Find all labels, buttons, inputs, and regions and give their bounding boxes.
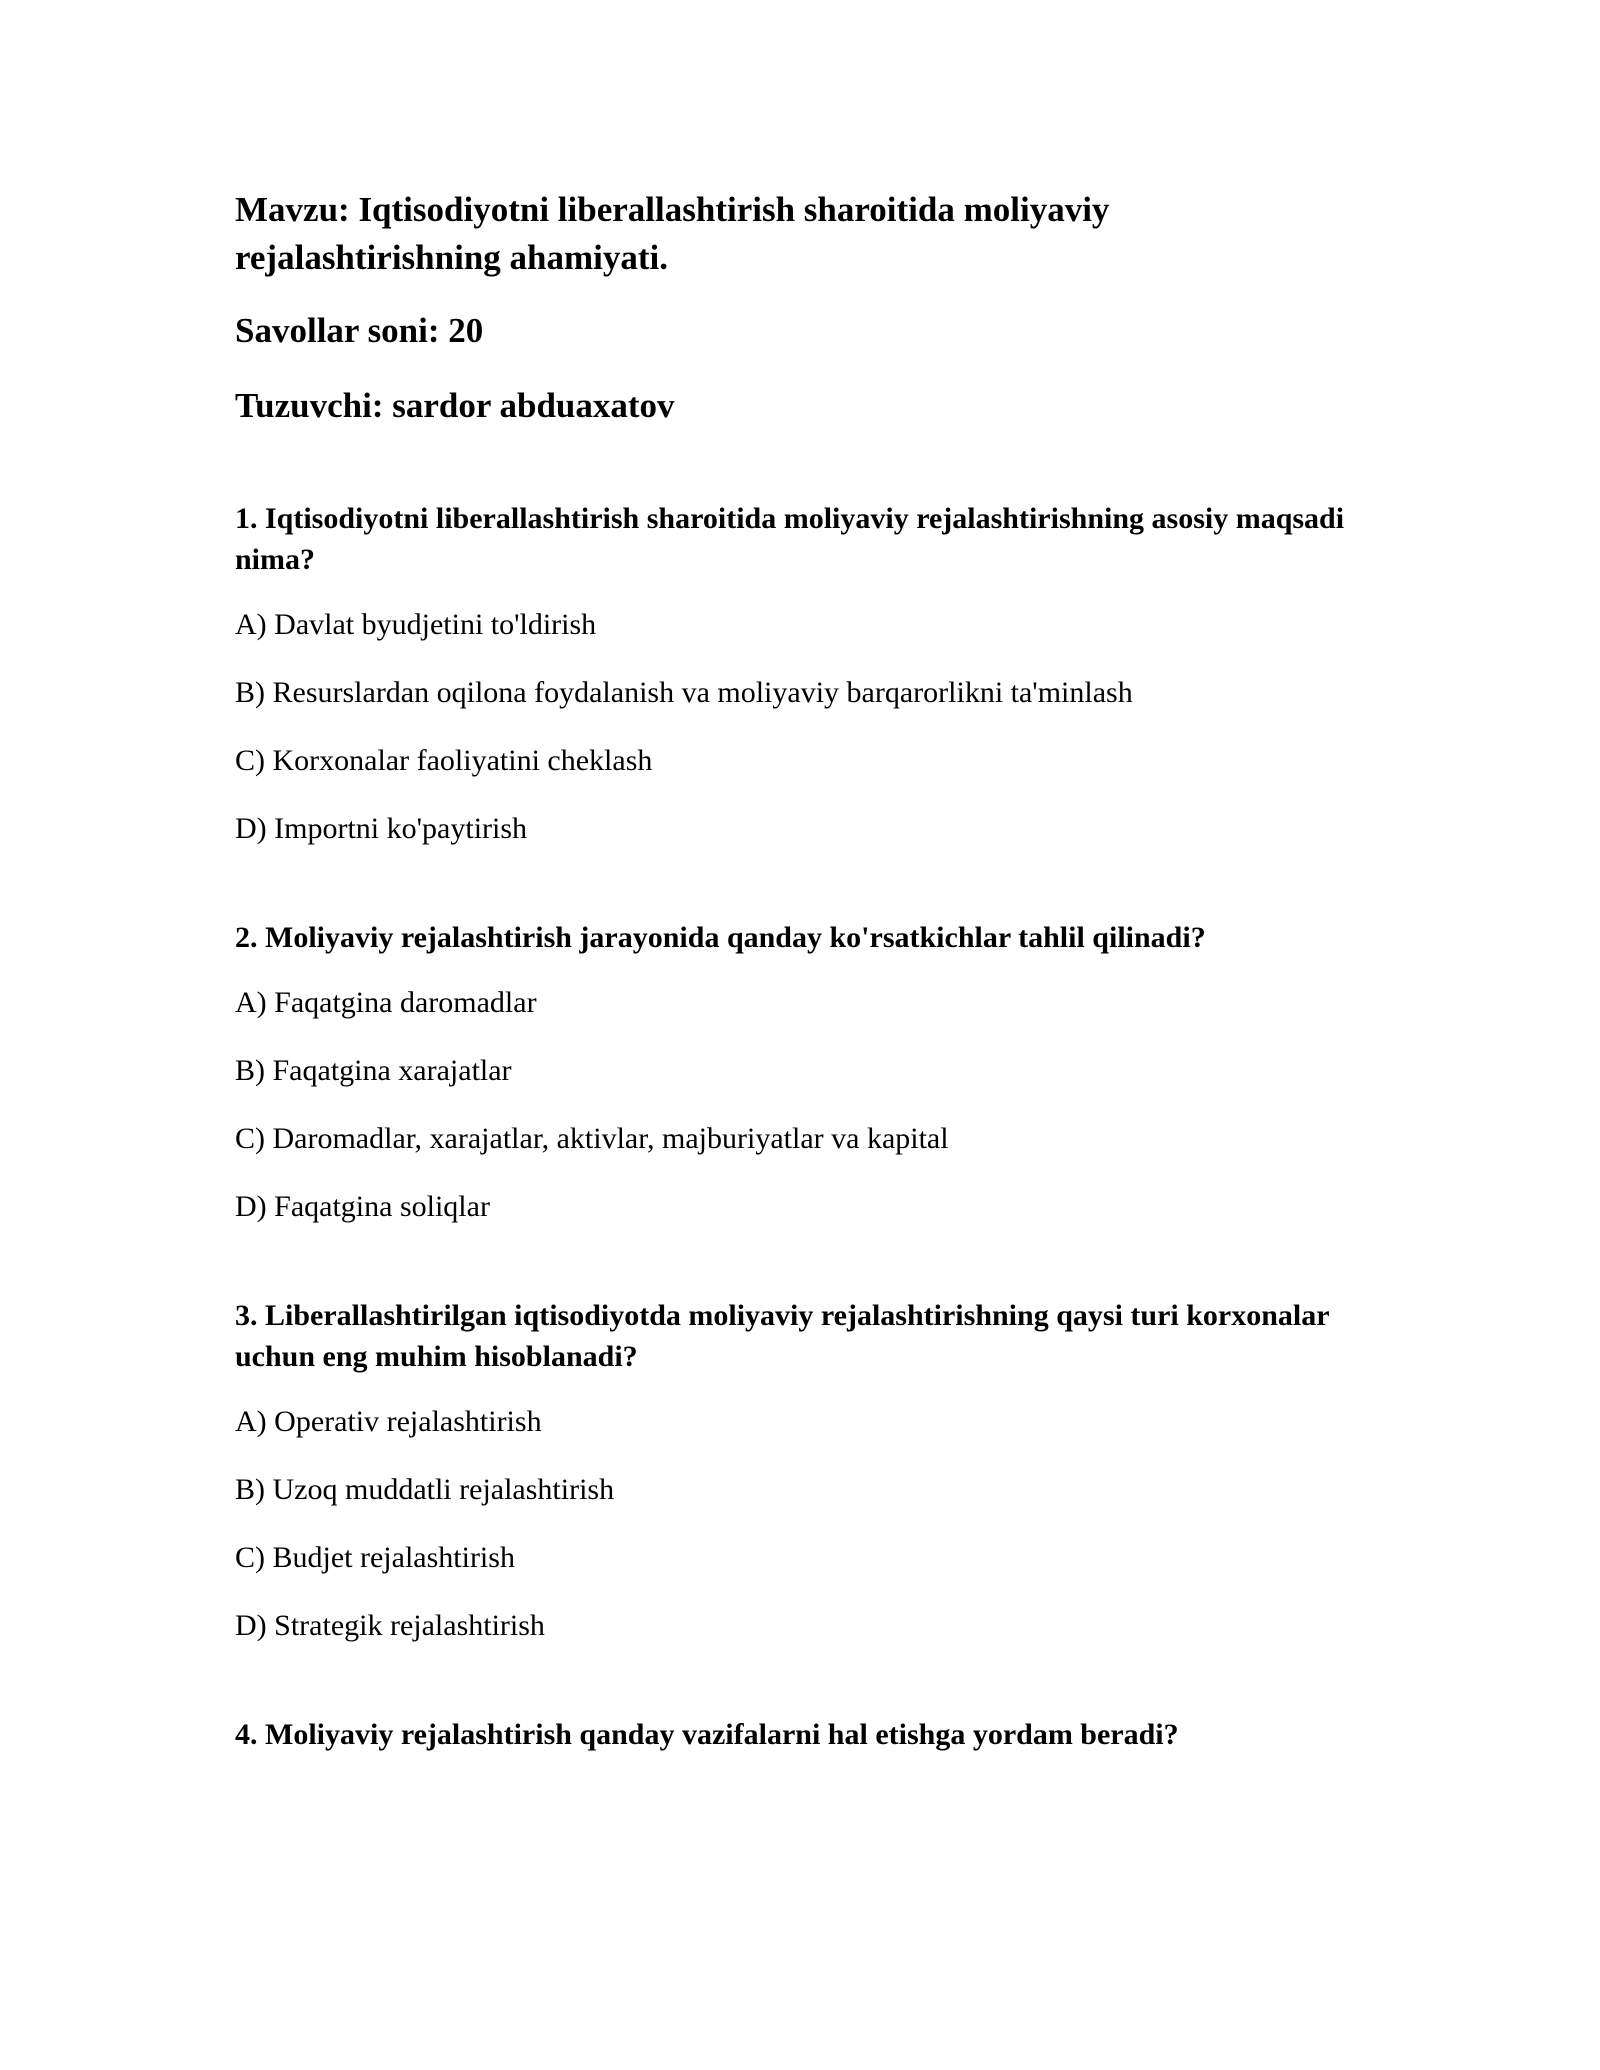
question-text: 1. Iqtisodiyotni liberallashtirish sharoitida moliyaviy rejalashtirishning asosiy maqsadi nima? <box>235 502 1345 576</box>
answer-option: C) Korxonalar faoliyatini cheklash <box>235 744 653 777</box>
topic-heading: Mavzu: Iqtisodiyotni liberallashtirish sharoitida moliyaviy rejalashtirishning ahamiyati. <box>235 190 1110 277</box>
answer-option: A) Operativ rejalashtirish <box>235 1405 542 1438</box>
question-item <box>235 1295 1355 1646</box>
answer-option: D) Strategik rejalashtirish <box>235 1609 545 1642</box>
answer-option: D) Importni ko'paytirish <box>235 812 528 845</box>
answer-option: A) Faqatgina daromadlar <box>235 986 537 1019</box>
question-item <box>235 1714 1355 1755</box>
document-content <box>235 186 1355 1823</box>
author-line: Tuzuvchi: sardor abduaxatov <box>235 386 675 425</box>
question-count: Savollar soni: 20 <box>235 311 484 350</box>
question-text: 3. Liberallashtirilgan iqtisodiyotda moliyaviy rejalashtirishning qaysi turi korxonalar uchun eng muhim hisoblanadi? <box>235 1299 1330 1373</box>
answer-option: D) Faqatgina soliqlar <box>235 1190 490 1223</box>
question-item <box>235 498 1355 849</box>
question-text: 4. Moliyaviy rejalashtirish qanday vazifalarni hal etishga yordam beradi? <box>235 1718 1179 1751</box>
answer-option: C) Budjet rejalashtirish <box>235 1541 515 1574</box>
answer-option: B) Faqatgina xarajatlar <box>235 1054 512 1087</box>
answer-option: B) Resurslardan oqilona foydalanish va moliyaviy barqarorlikni ta'minlash <box>235 676 1133 709</box>
question-item <box>235 917 1355 1227</box>
question-text: 2. Moliyaviy rejalashtirish jarayonida qanday ko'rsatkichlar tahlil qilinadi? <box>235 921 1206 954</box>
question-list <box>235 498 1355 1755</box>
answer-option: A) Davlat byudjetini to'ldirish <box>235 608 597 641</box>
answer-option: B) Uzoq muddatli rejalashtirish <box>235 1473 615 1506</box>
answer-option: C) Daromadlar, xarajatlar, aktivlar, majburiyatlar va kapital <box>235 1122 949 1155</box>
